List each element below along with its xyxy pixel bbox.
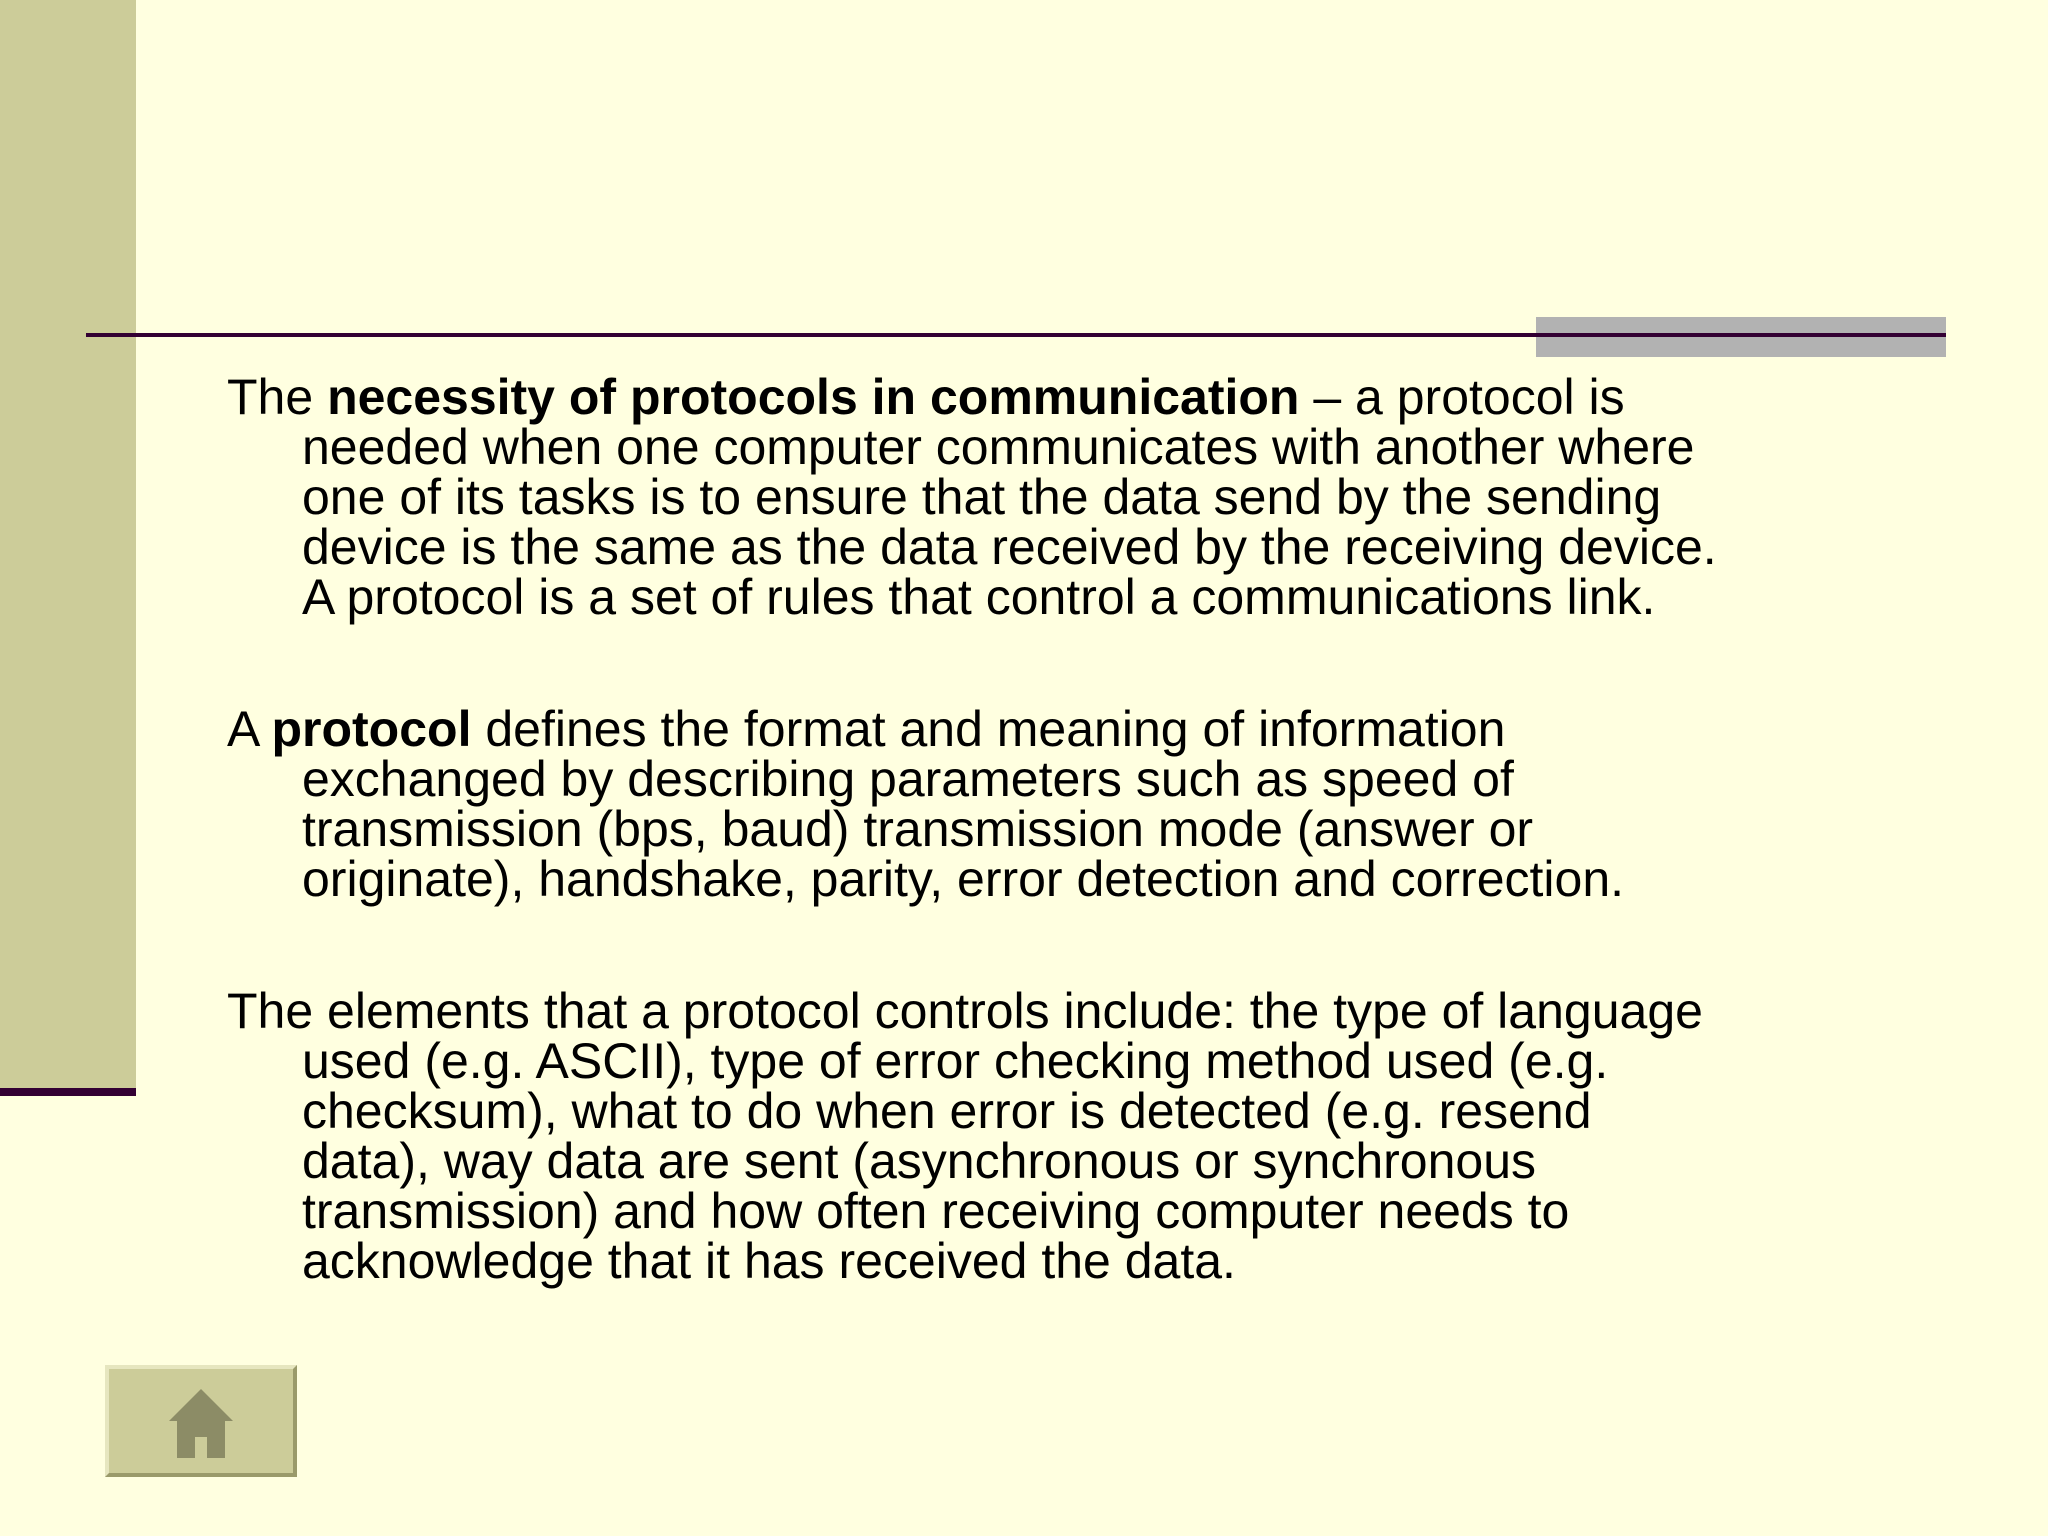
left-decorative-bar bbox=[0, 0, 136, 1088]
paragraph-protocol-necessity bbox=[227, 369, 1927, 625]
paragraph-protocol-definition bbox=[227, 701, 1927, 907]
paragraph-protocol-elements bbox=[227, 983, 1927, 1289]
slide-body bbox=[227, 369, 1927, 1368]
home-button[interactable] bbox=[105, 1365, 297, 1477]
accent-block bbox=[1536, 317, 1946, 357]
paragraph-bold-term: necessity of protocols in communication bbox=[327, 369, 1300, 425]
accent-divider-line bbox=[1536, 333, 1946, 337]
paragraph-lead-text: The bbox=[227, 369, 328, 425]
paragraph-body-text: defines the format and meaning of information exchanged by describing parameters such as speed of transmission (bps, baud) transmission mode (answer or originate), handshake, parity, error detection and correction. bbox=[302, 701, 1625, 907]
paragraph-body-text: – a protocol is needed when one computer communicates with another where one of its tasks is to ensure that the data send by the sending device is the same as the data received by the receiving device. A protocol is a set of rules that control a communications link. bbox=[302, 369, 1717, 625]
paragraph-lead-text: The elements that a protocol controls include: the type of language used (e.g. ASCII), type of error checking method used (e.g. checksum), what to do when error is detected (e.g. resend data), way data are sent (asynchronous or synchronous transmission) and how often receiving computer needs to acknowledge that it has received the data. bbox=[227, 983, 1703, 1289]
home-icon bbox=[167, 1387, 235, 1459]
paragraph-bold-term: protocol bbox=[271, 701, 472, 757]
paragraph-lead-text: A bbox=[227, 701, 272, 757]
left-bar-edge-line bbox=[0, 1088, 136, 1096]
